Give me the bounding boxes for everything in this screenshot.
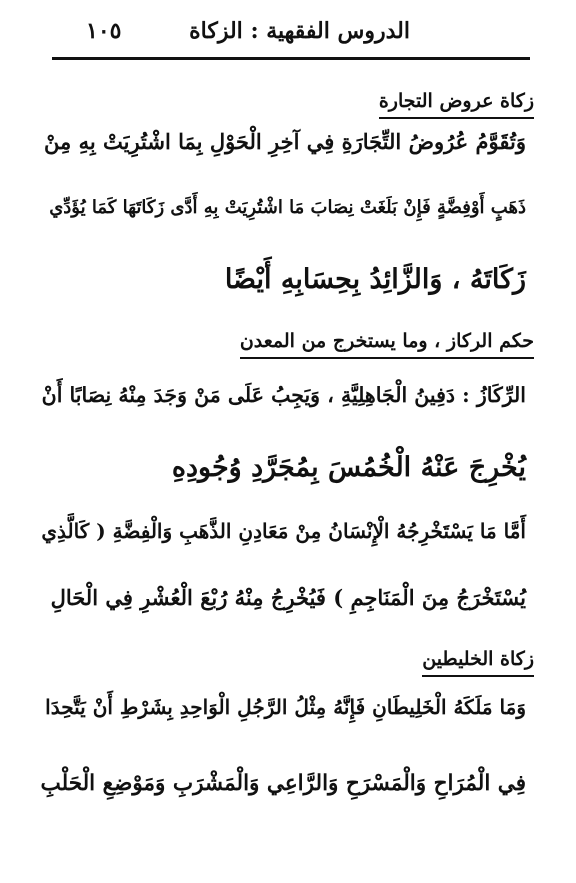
body-line: يُسْتَخْرَجُ مِنَ الْمَنَاجِمِ ) فَيُخْرِجُ مِنْهُ رُبْعَ الْعُشْرِ فِي الْحَالِ — [50, 585, 526, 610]
page-header — [52, 12, 530, 52]
header-rule — [52, 57, 530, 60]
body-line: ذَهَبٍ أَوْفِضَّةٍ فَإِنْ بَلَغَتْ نِصَابَ مَا اشْتُرِيَتْ بِهِ أَدَّى زَكَاتَهَا كَمَا يُؤَدِّي — [49, 197, 526, 218]
body-line: أَمَّا مَا يَسْتَخْرِجُهُ الْإِنْسَانُ مِنْ مَعَادِنِ الذَّهَبِ وَالْفِضَّةِ ( كَالَّذِي — [41, 519, 526, 543]
section-heading-trade-goods: زكاة عروض التجارة — [379, 90, 534, 119]
body-line: وَتُقَوَّمُ عُرُوضُ التِّجَارَةِ فِي آخِرِ الْحَوْلِ بِمَا اشْتُرِيَتْ بِهِ مِنْ — [44, 129, 526, 154]
body-line: فِي الْمُرَاحِ وَالْمَسْرَحِ وَالرَّاعِي وَالْمَشْرَبِ وَمَوْضِعِ الْحَلْبِ — [40, 771, 526, 796]
body-line: الرِّكَازُ : دَفِينُ الْجَاهِلِيَّةِ ، وَيَجِبُ عَلَى مَنْ وَجَدَ مِنْهُ نِصَابًا أَنْ — [41, 383, 526, 407]
body-line: يُخْرِجَ عَنْهُ الْخُمُسَ بِمُجَرَّدِ وُجُودِهِ — [171, 452, 526, 483]
running-title: الدروس الفقهية : الزكاة — [189, 18, 410, 44]
body-line: وَمَا مَلَكَهُ الْخَلِيطَانِ فَإِنَّهُ مِثْلُ الرَّجُلِ الْوَاحِدِ بِشَرْطِ أَنْ يَتَّحِدَا — [45, 695, 526, 719]
section-heading-rikaz: حكم الركاز ، وما يستخرج من المعدن — [240, 330, 534, 359]
body-line: زَكَاتَهُ ، وَالزَّائِدُ بِحِسَابِهِ أَيْضًا — [224, 264, 526, 295]
page-number: ١٠٥ — [86, 18, 122, 44]
section-heading-partners: زكاة الخليطين — [422, 648, 534, 677]
